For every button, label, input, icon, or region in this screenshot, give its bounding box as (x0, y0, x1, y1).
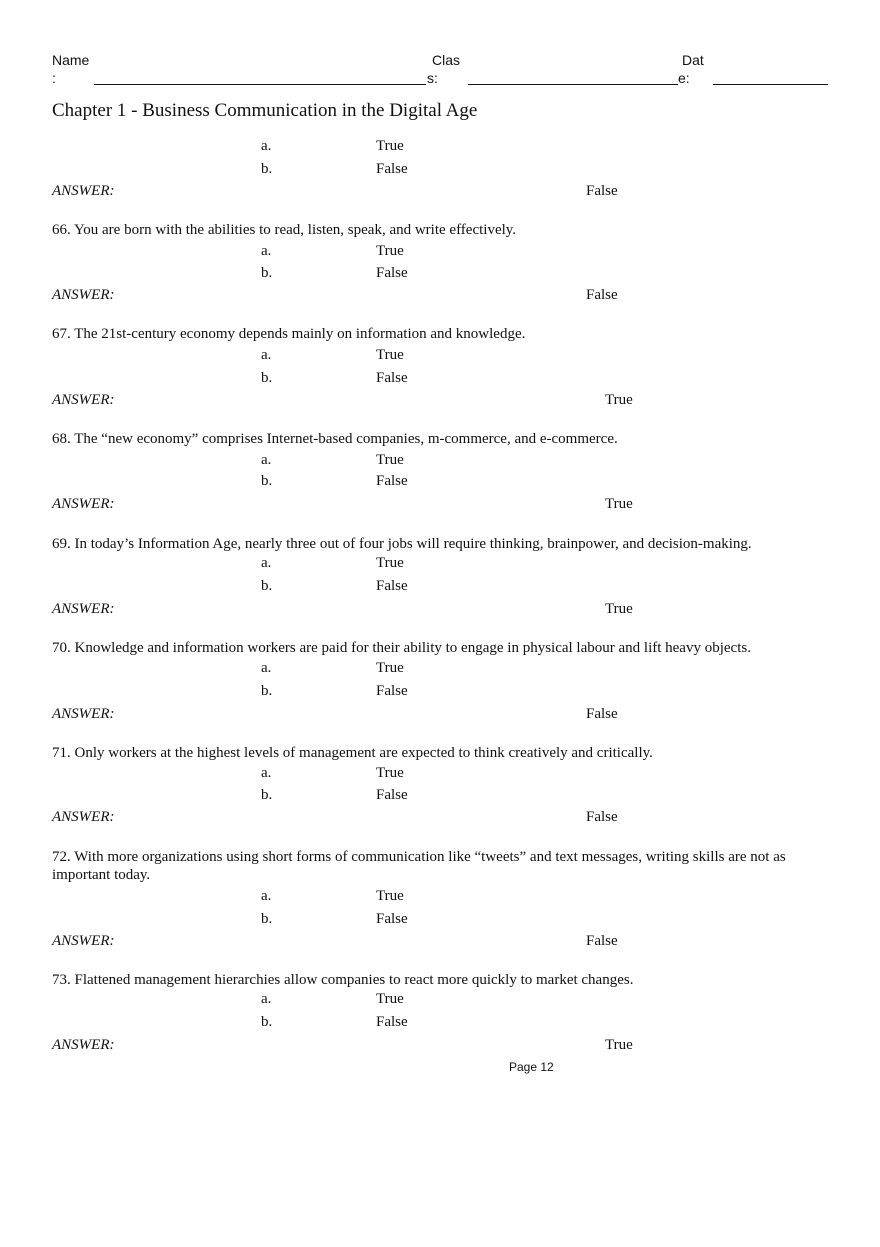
option-text: True (376, 452, 404, 468)
option-text: False (376, 578, 408, 594)
option-text: True (376, 347, 404, 363)
option-text: True (376, 555, 404, 571)
class-field[interactable] (468, 84, 678, 85)
answer-value: False (586, 933, 618, 949)
question-text: 70. Knowledge and information workers are paid for their ability to engage in physical labour and lift heavy objects. (52, 640, 751, 656)
answer-value: False (586, 809, 618, 825)
option-letter: a. (261, 243, 272, 259)
option-letter: a. (261, 660, 272, 676)
option-letter: b. (261, 370, 273, 386)
class-label-line-1: Clas (432, 52, 461, 68)
name-label-line-2: : (52, 70, 56, 86)
option-letter: b. (261, 1014, 273, 1030)
option-letter: a. (261, 765, 272, 781)
option-text: True (376, 243, 404, 259)
option-text: False (376, 265, 408, 281)
answer-label: ANSWER: (52, 392, 115, 408)
option-text: False (376, 683, 408, 699)
option-letter: b. (261, 473, 273, 489)
option-letter: a. (261, 347, 272, 363)
name-field[interactable] (94, 84, 426, 85)
class-label (427, 51, 460, 87)
answer-label: ANSWER: (52, 496, 115, 512)
option-text: True (376, 765, 404, 781)
option-text: True (376, 991, 404, 1007)
option-text: False (376, 1014, 408, 1030)
option-letter: a. (261, 452, 272, 468)
option-letter: b. (261, 161, 273, 177)
question-text: 67. The 21st-century economy depends mainly on information and knowledge. (52, 326, 526, 342)
option-text: False (376, 473, 408, 489)
class-label-line-2: s: (427, 70, 438, 86)
date-label (678, 51, 704, 87)
option-text: False (376, 911, 408, 927)
question-text: 69. In today’s Information Age, nearly three out of four jobs will require thinking, brainpower, and decision-making. (52, 536, 752, 552)
name-label (52, 51, 89, 87)
option-letter: b. (261, 787, 273, 803)
answer-value: True (605, 392, 633, 408)
date-field[interactable] (713, 84, 828, 85)
question-text: 73. Flattened management hierarchies allow companies to react more quickly to market changes. (52, 972, 634, 988)
option-text: False (376, 787, 408, 803)
option-letter: a. (261, 555, 272, 571)
answer-label: ANSWER: (52, 1037, 115, 1053)
answer-value: True (605, 496, 633, 512)
page-number: Page 12 (509, 1060, 554, 1074)
option-letter: b. (261, 578, 273, 594)
option-letter: a. (261, 138, 272, 154)
option-letter: a. (261, 888, 272, 904)
answer-value: False (586, 706, 618, 722)
answer-value: True (605, 601, 633, 617)
question-text: 66. You are born with the abilities to read, listen, speak, and write effectively. (52, 222, 517, 238)
chapter-title: Chapter 1 - Business Communication in the Digital Age (52, 100, 478, 121)
option-letter: b. (261, 265, 273, 281)
date-label-line-1: Dat (682, 52, 704, 68)
answer-label: ANSWER: (52, 706, 115, 722)
question-text: 71. Only workers at the highest levels of management are expected to think creatively and critically. (52, 745, 653, 761)
answer-value: True (605, 1037, 633, 1053)
answer-label: ANSWER: (52, 601, 115, 617)
name-label-line-1: Name (52, 52, 90, 68)
date-label-line-2: e: (678, 70, 690, 86)
option-text: True (376, 138, 404, 154)
answer-label: ANSWER: (52, 183, 115, 199)
option-text: True (376, 660, 404, 676)
option-text: True (376, 888, 404, 904)
option-letter: b. (261, 683, 273, 699)
option-letter: a. (261, 991, 272, 1007)
answer-label: ANSWER: (52, 287, 115, 303)
option-text: False (376, 161, 408, 177)
option-letter: b. (261, 911, 273, 927)
option-text: False (376, 370, 408, 386)
question-text: 72. With more organizations using short forms of communication like “tweets” and text messages, writing skills are not as important today. (52, 849, 786, 883)
answer-value: False (586, 287, 618, 303)
answer-label: ANSWER: (52, 933, 115, 949)
answer-label: ANSWER: (52, 809, 115, 825)
answer-value: False (586, 183, 618, 199)
question-text: 68. The “new economy” comprises Internet-based companies, m-commerce, and e-commerce. (52, 431, 618, 447)
